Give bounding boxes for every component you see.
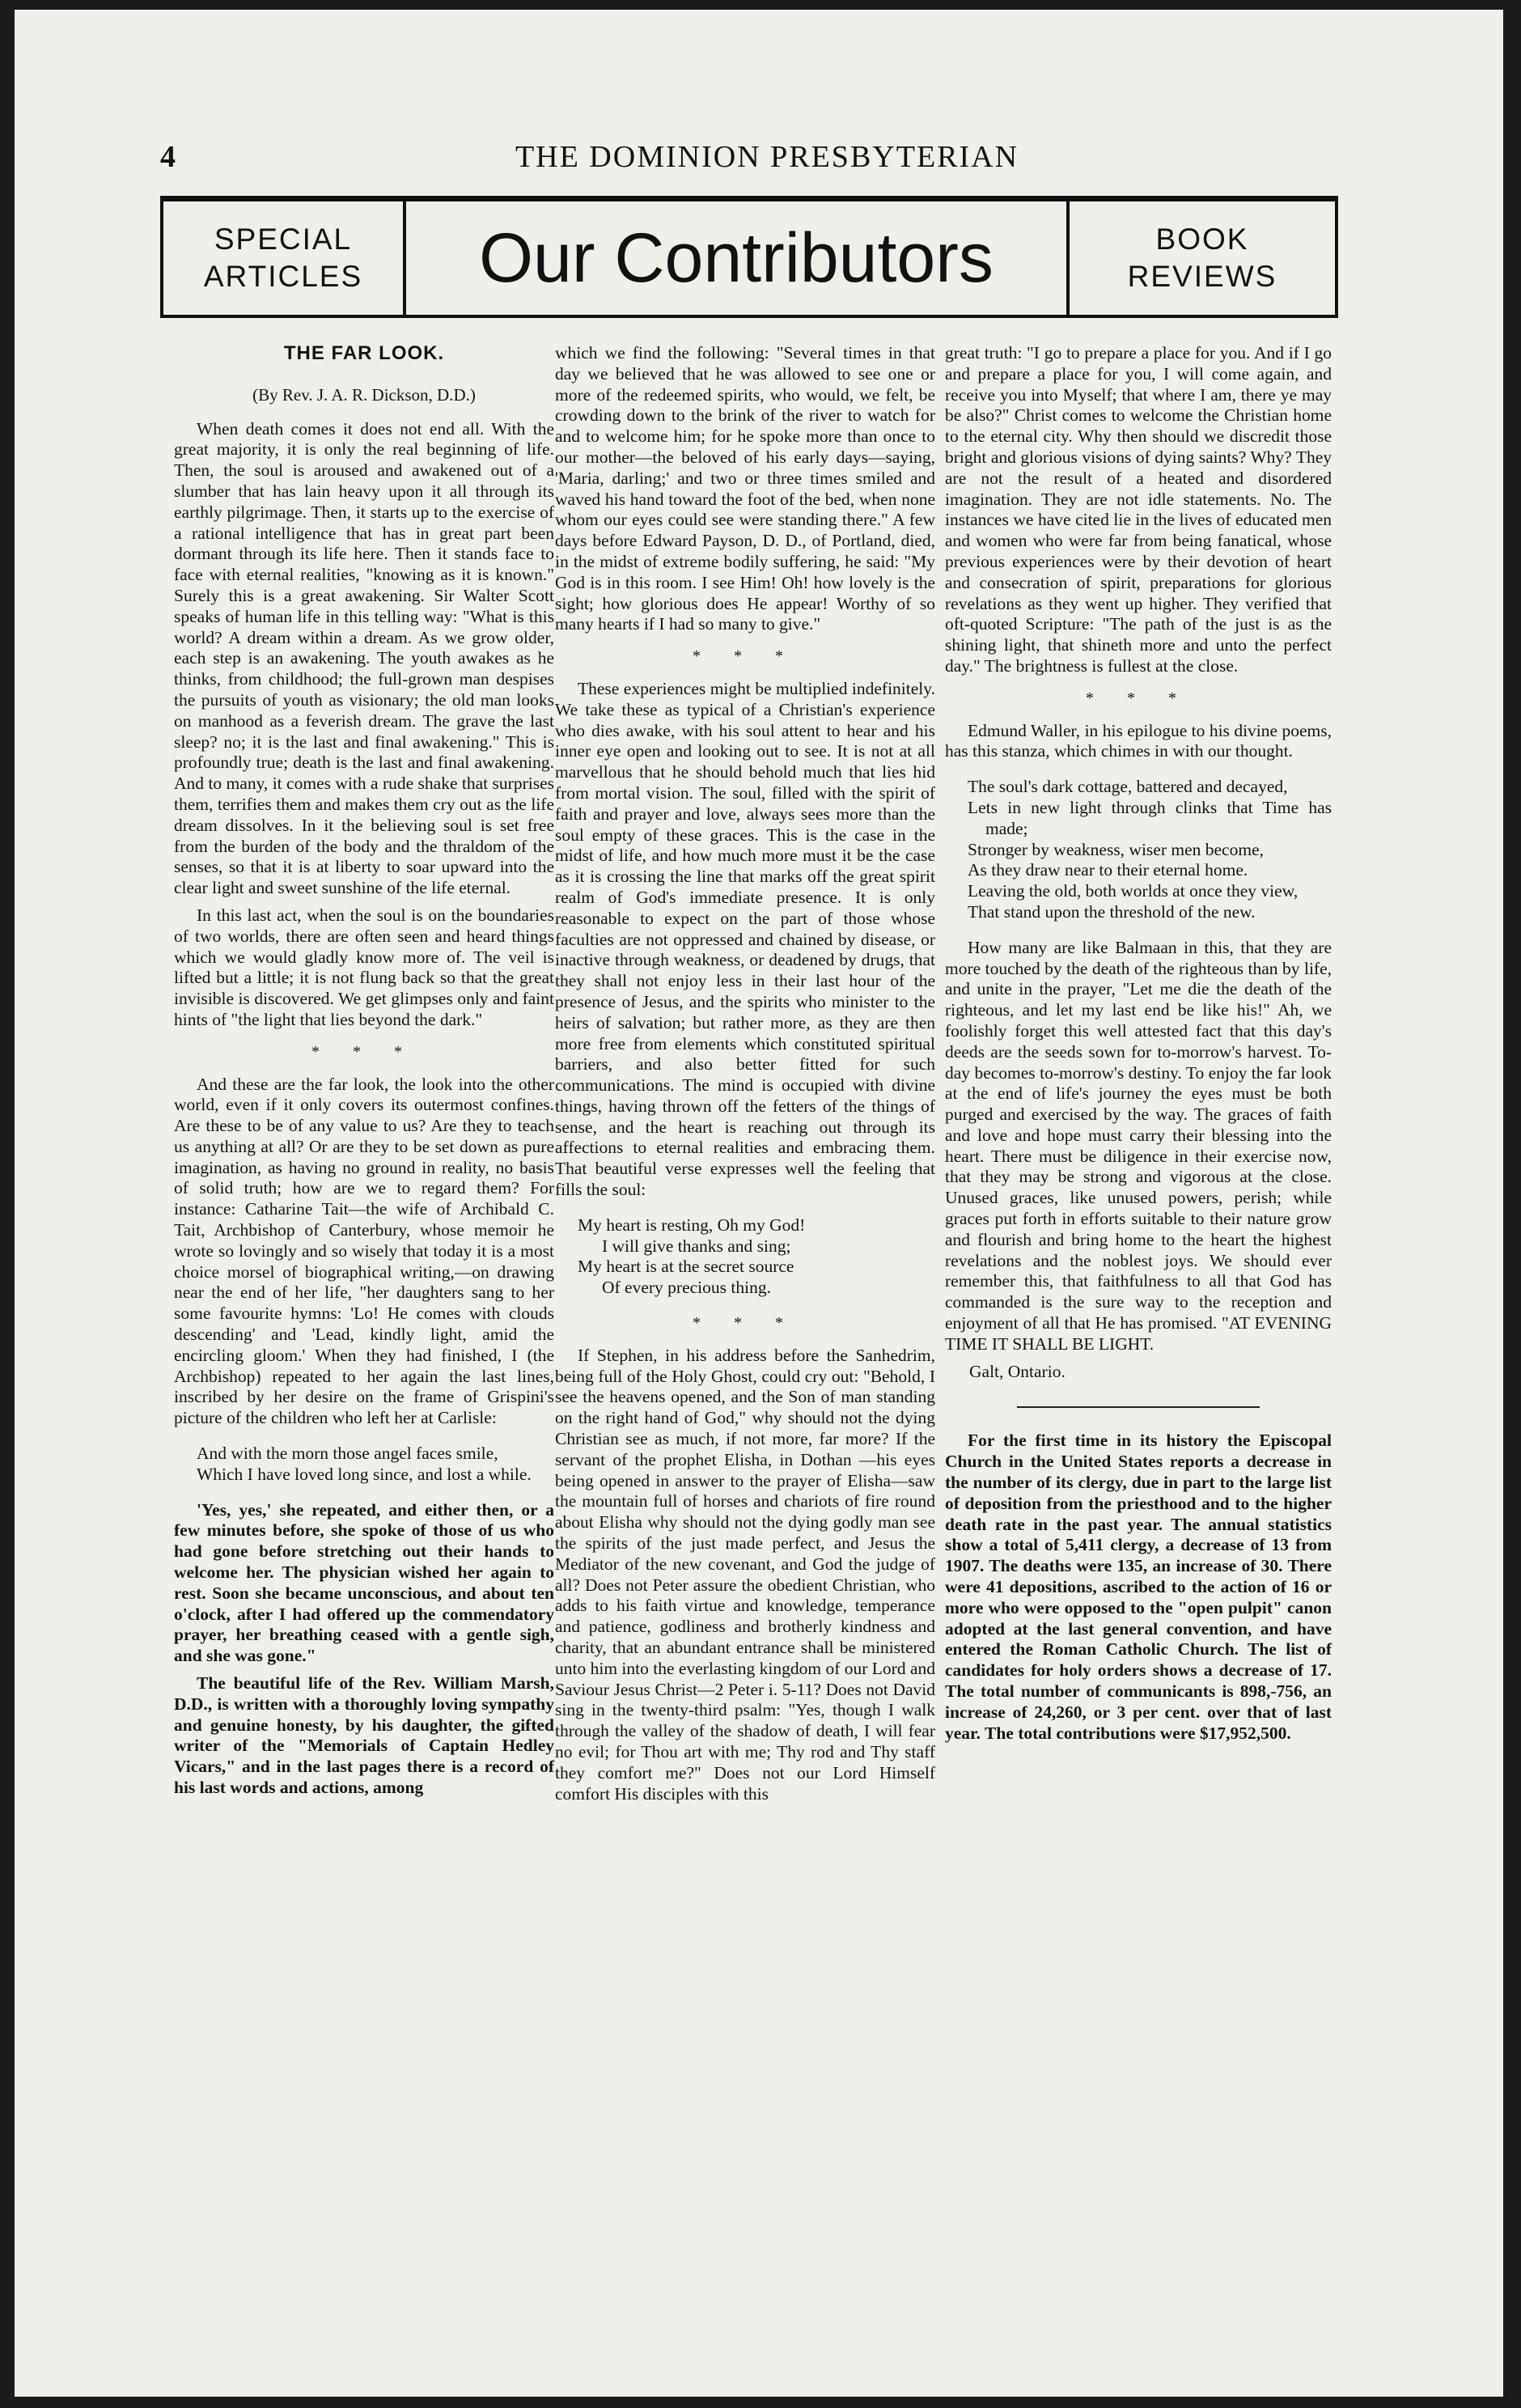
column-3 xyxy=(945,343,1332,1744)
newspaper-page xyxy=(15,10,1503,2397)
section-divider-stars: * * * xyxy=(693,1314,798,1333)
column-2 xyxy=(555,343,935,1804)
verse-line: That stand upon the threshold of the new. xyxy=(968,901,1256,922)
banner-left-box xyxy=(163,201,406,315)
banner-right-line2: REVIEWS xyxy=(1127,260,1277,293)
section-divider-stars: * * * xyxy=(1086,689,1191,707)
verse-line: The soul's dark cottage, battered and decayed, xyxy=(968,777,1288,797)
paragraph: These experiences might be multiplied indefinitely. We take these as typical of a Christian's experience who dies awake, with his soul attent to hear and his inner eye open and looking out to see. It is not at all marvellous that he should behold much that lies hid from mortal vision. The soul, filled with the spirit of faith and prayer and love, always sees more than the soul empty of these graces. This is the case in the midst of life, and how much more must it be the case as it is crossing the line that marks off the great spirit realm of God's immediate presence. It is only reasonable to expect on the part of those whose faculties are not oppressed and chained by disease, or inactive through weakness, or deadened by drugs, that they shall not enjoy less in their last hour of the presence of Jesus, and the spirits who minister to the heirs of salvation; but rather more, as they are then more free from elements which constituted spiritual barriers, and also better fitted for such communications. The mind is occupied with divine things, having thrown off the fetters of the things of sense, and the heart is reaching out through its affections to eternal realities and embracing them. That beautiful verse expresses well the feeling that fills the soul: xyxy=(555,678,935,1200)
paragraph: In this last act, when the soul is on the boundaries of two worlds, there are often seen and heard things which we would gladly know more of. The veil is lifted but a little; it is not flung back so that the great invisible is discovered. We get glimpses only and faint hints of "the light that lies beyond the dark." xyxy=(174,905,554,1029)
banner-right-line1: BOOK xyxy=(1155,223,1249,256)
verse-line: Stronger by weakness, wiser men become, xyxy=(968,839,1264,859)
banner-title: Our Contributors xyxy=(479,218,994,297)
section-divider-stars: * * * xyxy=(693,647,798,666)
news-note xyxy=(945,1431,1332,1744)
paragraph: For the first time in its history the Episcopal Church in the United States reports a decrease in the number of its clergy, due in part to the large list of deposition from the priesthood and to the higher death rate in the past year. The annual statistics show a total of 5,411 clergy, a decrease of 13 from 1907. The deaths were 135, an increase of 30. There were 41 depositions, ascribed to the action of 16 or more who were opposed to the "open pulpit" canon adopted at the last general convention, and have entered the Roman Catholic Church. The list of candidates for holy orders shows a decrease of 17. The total number of communicants is 898,-756, an increase of 24,260, or 3 per cent. over that of last year. The total contributions were $17,952,500. xyxy=(945,1431,1332,1743)
column-1 xyxy=(174,343,554,1799)
running-head: THE DOMINION PRESBYTERIAN xyxy=(515,140,1019,174)
banner-left-line2: ARTICLES xyxy=(203,260,363,293)
article-byline: (By Rev. J. A. R. Dickson, D.D.) xyxy=(252,384,476,405)
divider-rule xyxy=(1017,1406,1260,1408)
paragraph: The beautiful life of the Rev. William Marsh, D.D., is written with a thoroughly loving sympathy and genuine honesty, by his daughter, the gifted writer of the "Memorials of Captain Hedley Vicars," and in the last pages there is a record of his last words and actions, among xyxy=(174,1673,554,1797)
article-title: THE FAR LOOK. xyxy=(283,342,445,364)
paragraph: 'Yes, yes,' she repeated, and either then, or a few minutes before, she spoke of those of us who had gone before stretching out their hands to welcome her. The physician wished her again to rest. Soon she became unconscious, and about ten o'clock, after I had offered up the commendatory prayer, her breathing ceased with a gentle sigh, and she was gone." xyxy=(174,1499,554,1666)
verse-quote xyxy=(578,1215,935,1299)
verse-line: Lets in new light through clinks that Time has made; xyxy=(968,797,1332,838)
verse-line: Leaving the old, both worlds at once they view, xyxy=(968,881,1299,901)
page-number: 4 xyxy=(160,140,176,174)
paragraph: When death comes it does not end all. With the great majority, it is only the real beginning of life. Then, the soul is aroused and awakened out of a slumber that has lain heavy upon it all through its earthly pilgrimage. Then, it starts up to the exercise of a rational intelligence that has in great part been dormant through its life here. Then it stands face to face with eternal realities, "knowing as it is known." Surely this is a great awakening. Sir Walter Scott speaks of human life in this telling way: "What is this world? A dream within a dream. As we grow older, each step is an awakening. The youth awakes as he thinks, from childhood; the full-grown man despises the pursuits of youth as visionary; the old man looks on manhood as a feverish dream. The grave the last sleep? no; it is the last and final awakening." This is profoundly true; death is the last and final awakening. And to many, it comes with a rude shake that surprises them, terrifies them and makes them cry out as the life dream dissolves. In it the believing soul is set free from the burden of the body and the thraldom of the senses, so that it is at liberty to soar upward into the clear light and sweet sunshine of the life eternal. xyxy=(174,418,554,898)
verse-quote xyxy=(968,777,1332,923)
dateline-signature: Galt, Ontario. xyxy=(969,1361,1066,1381)
paragraph: How many are like Balmaan in this, that they are more touched by the death of the righteous than by life, and unite in the prayer, "Let me die the death of the righteous, and let my last end be like his!" Ah, we foolishly forget this well attested fact that this day's deeds are the seeds sown for to-morrow's harvest. To-day becomes to-morrow's destiny. To enjoy the far look at the end of life's journey the eyes must be both purged and exercised by the way. The graces of faith and love and hope must carry their blessing into the heart. There must be diligence in their exercise now, that they may be strong and vigorous at the close. Unused graces, like unused powers, perish; while graces put forth in efforts suitable to their nature grow and flourish and bring home to the heart the highest revelations and the noblest joys. We should ever remember this, that faithfulness to all that God has commanded is the sure way to the reception and enjoyment of all that He has promised. "AT EVENING TIME IT SHALL BE LIGHT. xyxy=(945,937,1332,1354)
paragraph: And these are the far look, the look into the other world, even if it only covers its outermost confines. Are these to be of any value to us? Are they to teach us anything at all? Or are they to be set down as pure imagination, as having no ground in reality, no basis of solid truth; how are we to regard them? For instance: Catharine Tait—the wife of Archibald C. Tait, Archbishop of Canterbury, whose memoir he wrote so lovingly and so wisely that today it is a most choice morsel of biographical writing,—on drawing near the end of her life, "her daughters sang to her some favourite hymns: 'Lo! He comes with clouds descending' and 'Lead, kindly light, amid the encircling gloom.' When they had finished, I (the Archbishop) repeated to her again the last lines, inscribed by her desire on the frame of Grispini's picture of the children who left her at Carlisle: xyxy=(174,1074,554,1428)
paragraph: If Stephen, in his address before the Sanhedrim, being full of the Holy Ghost, could cry out: "Behold, I see the heavens opened, and the Son of man standing on the right hand of God," why should not the dying Christian see as much, if not more, far more? If the servant of the prophet Elisha, in Dothan —his eyes being opened in answer to the prayer of Elisha—saw the mountain full of horses and chariots of fire round about Elisha why should not the dying godly man see the spirits of the just made perfect, and Jesus the Mediator of the new covenant, and God the judge of all? Does not Peter assure the obedient Christian, who adds to his faith virtue and knowledge, temperance and patience, godliness and brotherly kindness and charity, that an abundant entrance shall be ministered unto him into the everlasting kingdom of our Lord and Saviour Jesus Christ—2 Peter i. 5-11? Does not David sing in the twenty-third psalm: "Yes, though I walk through the valley of the shadow of death, I will fear no evil; for Thou art with me; Thy rod and Thy staff they comfort me?" Does not our Lord Himself comfort His disciples with this xyxy=(555,1345,935,1804)
paragraph: which we find the following: "Several times in that day we believed that he was allowed to see one or more of the redeemed spirits, who would, we felt, be crowding down to the brink of the river to watch for and to welcome him; for he spoke more than once to our mother—the beloved of his early days—saying, 'Maria, darling;' and two or three times smiled and waved his hand toward the foot of the bed, when none whom our eyes could see were standing there." A few days before Edward Payson, D. D., of Portland, died, in the midst of extreme bodily suffering, he said: "My God is in this room. I see Him! Oh! how lovely is the sight; how glorious does He appear! Worthy of so many hearts if I had so many to give." xyxy=(555,343,935,634)
page-header xyxy=(160,139,1341,181)
verse-line: And with the morn those angel faces smile, xyxy=(197,1444,498,1464)
verse-line: As they draw near to their eternal home. xyxy=(968,860,1248,880)
verse-line: My heart is at the secret source xyxy=(578,1257,794,1277)
paragraph: Edmund Waller, in his epilogue to his divine poems, has this stanza, which chimes in with our thought. xyxy=(945,720,1332,761)
banner-left-line1: SPECIAL xyxy=(214,223,353,256)
section-divider-stars: * * * xyxy=(311,1042,417,1061)
verse-line: Which I have loved long since, and lost a while. xyxy=(197,1464,532,1484)
banner-center-box xyxy=(406,201,1066,315)
section-banner xyxy=(160,196,1338,318)
verse-quote xyxy=(197,1444,554,1486)
verse-line: My heart is resting, Oh my God! xyxy=(578,1215,806,1235)
paragraph: great truth: "I go to prepare a place for you. And if I go and prepare a place for you, I will come again, and receive you into Myself; that where I am, there ye may be also?" Christ comes to welcome the Christian home to the eternal city. Why then should we discredit those bright and glorious visions of dying saints? Why? They are not the result of a heated and disordered imagination. They are not idle statements. No. The instances we have cited lie in the lives of educated men and women who were far from being fanatical, whose previous experiences were by their devotion of heart and consecration of spirit, preparations for glorious revelations as they went up higher. They verified that oft-quoted Scripture: "The path of the just is as the shining light, that shineth more and unto the perfect day." The brightness is fullest at the close. xyxy=(945,343,1332,676)
banner-right-box xyxy=(1066,201,1335,315)
verse-line: Of every precious thing. xyxy=(602,1278,771,1298)
verse-line: I will give thanks and sing; xyxy=(602,1236,791,1256)
